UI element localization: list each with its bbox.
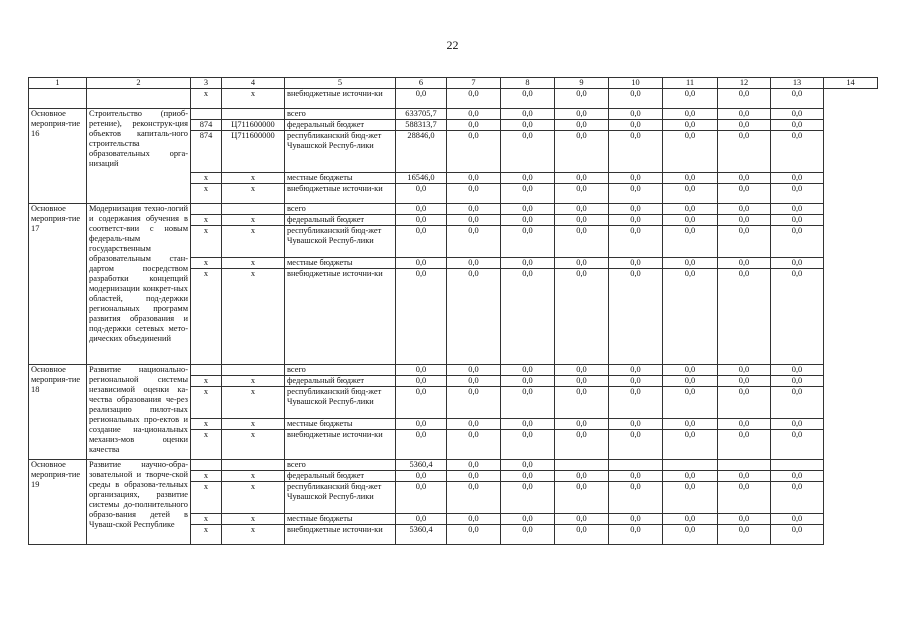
cell-value: 0,0	[718, 419, 771, 430]
cell-value: 0,0	[718, 365, 771, 376]
cell-classifier	[222, 460, 285, 471]
cell-value: 0,0	[447, 258, 501, 269]
cell-value	[718, 460, 771, 471]
cell-value: 0,0	[396, 419, 447, 430]
column-header-6: 6	[396, 78, 447, 89]
cell-value: 0,0	[771, 269, 824, 365]
cell-value: 0,0	[396, 258, 447, 269]
cell-value: 0,0	[501, 109, 555, 120]
cell-value: 0,0	[396, 482, 447, 514]
cell-code: x	[191, 269, 222, 365]
table-row	[29, 204, 878, 215]
cell-value: 633705,7	[396, 109, 447, 120]
cell-value: 0,0	[771, 184, 824, 204]
cell-code: 874	[191, 131, 222, 173]
cell-value: 0,0	[663, 184, 718, 204]
cell-value: 0,0	[555, 215, 609, 226]
cell-value: 0,0	[396, 269, 447, 365]
cell-value: 0,0	[396, 89, 447, 109]
cell-value: 0,0	[555, 269, 609, 365]
cell-value: 0,0	[501, 419, 555, 430]
cell-value: 0,0	[555, 365, 609, 376]
cell-value: 0,0	[718, 376, 771, 387]
column-header-13: 13	[771, 78, 824, 89]
event-title: Основное мероприя-тие 19	[29, 460, 87, 545]
cell-value: 0,0	[663, 419, 718, 430]
cell-value: 0,0	[501, 514, 555, 525]
cell-code: x	[191, 430, 222, 460]
column-number-header	[29, 78, 878, 89]
cell-value: 0,0	[609, 258, 663, 269]
cell-value: 0,0	[718, 120, 771, 131]
cell-value: 0,0	[396, 215, 447, 226]
cell-value: 0,0	[718, 471, 771, 482]
cell-value: 0,0	[396, 471, 447, 482]
column-header-14: 14	[824, 78, 878, 89]
table-row	[29, 89, 878, 109]
cell-value: 0,0	[771, 258, 824, 269]
cell-value: 0,0	[609, 514, 663, 525]
cell-value: 0,0	[771, 482, 824, 514]
cell-value: 0,0	[663, 482, 718, 514]
cell-value: 0,0	[718, 269, 771, 365]
cell-value: 0,0	[555, 525, 609, 545]
cell-value: 0,0	[663, 109, 718, 120]
cell-code: x	[191, 184, 222, 204]
column-header-5: 5	[285, 78, 396, 89]
cell-value: 0,0	[447, 460, 501, 471]
cell-value	[555, 460, 609, 471]
cell-code: x	[191, 387, 222, 419]
cell-code: x	[191, 226, 222, 258]
cell-classifier: x	[222, 387, 285, 419]
cell-value: 0,0	[447, 514, 501, 525]
cell-value: 0,0	[718, 430, 771, 460]
column-header-3: 3	[191, 78, 222, 89]
cell-classifier: x	[222, 376, 285, 387]
cell-value: 0,0	[501, 430, 555, 460]
cell-classifier: x	[222, 525, 285, 545]
cell-value: 0,0	[501, 269, 555, 365]
cell-value: 0,0	[771, 204, 824, 215]
cell-value: 0,0	[609, 109, 663, 120]
event-description: Развитие научно-обра-зовательной и творче-ской среды в образова-тельных организациях, развитие системы до-полнительного образо-вания детей в Чуваш-ской Республике	[87, 460, 191, 545]
cell-value: 0,0	[501, 525, 555, 545]
cell-code	[191, 204, 222, 215]
cell-code: x	[191, 258, 222, 269]
cell-value: 0,0	[396, 226, 447, 258]
cell-value: 0,0	[609, 204, 663, 215]
cell-value: 0,0	[609, 387, 663, 419]
cell-classifier: x	[222, 215, 285, 226]
cell-value: 0,0	[447, 204, 501, 215]
cell-value: 5360,4	[396, 460, 447, 471]
table-body	[29, 89, 878, 545]
event-description: Развитие национально-региональной системы независимой оценки ка-чества образования че-рез реализацию пилот-ных региональных про-ектов и создание на-циональных механиз-мов оценки качества	[87, 365, 191, 460]
cell-classifier: x	[222, 419, 285, 430]
cell-value: 0,0	[447, 419, 501, 430]
column-header-8: 8	[501, 78, 555, 89]
cell-value: 0,0	[718, 89, 771, 109]
cell-source: местные бюджеты	[285, 514, 396, 525]
cell-classifier: x	[222, 471, 285, 482]
cell-value: 0,0	[396, 430, 447, 460]
cell-value: 0,0	[501, 184, 555, 204]
cell-value: 0,0	[447, 269, 501, 365]
cell-value: 0,0	[501, 365, 555, 376]
cell-value: 0,0	[718, 215, 771, 226]
cell-value: 0,0	[396, 184, 447, 204]
cell-code: x	[191, 525, 222, 545]
cell-source: федеральный бюджет	[285, 376, 396, 387]
cell-value: 0,0	[501, 173, 555, 184]
cell-value: 0,0	[396, 387, 447, 419]
cell-value: 0,0	[447, 184, 501, 204]
cell-source: республиканский бюд-жет Чувашской Респуб-лики	[285, 387, 396, 419]
cell-source: федеральный бюджет	[285, 215, 396, 226]
cell-value: 0,0	[609, 131, 663, 173]
cell-value: 0,0	[718, 184, 771, 204]
cell-value: 0,0	[718, 109, 771, 120]
cell-value: 0,0	[501, 226, 555, 258]
cell-classifier: x	[222, 184, 285, 204]
cell-classifier: Ц711600000	[222, 131, 285, 173]
cell-value: 0,0	[771, 131, 824, 173]
cell-classifier: x	[222, 89, 285, 109]
cell-value: 0,0	[663, 131, 718, 173]
cell-value: 0,0	[718, 514, 771, 525]
cell-value: 0,0	[663, 120, 718, 131]
cell-value: 0,0	[718, 204, 771, 215]
cell-value: 0,0	[555, 482, 609, 514]
cell-source: всего	[285, 109, 396, 120]
cell-code: x	[191, 514, 222, 525]
cell-value: 0,0	[447, 387, 501, 419]
cell-value: 0,0	[501, 89, 555, 109]
cell-value: 0,0	[555, 89, 609, 109]
cell-value: 0,0	[663, 430, 718, 460]
column-header-1: 1	[29, 78, 87, 89]
cell-value: 0,0	[396, 514, 447, 525]
cell-code	[191, 365, 222, 376]
cell-value: 0,0	[396, 204, 447, 215]
cell-value: 0,0	[555, 430, 609, 460]
cell-value: 0,0	[555, 184, 609, 204]
column-header-9: 9	[555, 78, 609, 89]
cell-value: 0,0	[718, 173, 771, 184]
cell-code	[191, 109, 222, 120]
cell-value: 0,0	[663, 514, 718, 525]
table-row	[29, 460, 878, 471]
cell-value: 0,0	[771, 226, 824, 258]
cell-value: 0,0	[663, 387, 718, 419]
cell-value: 0,0	[771, 471, 824, 482]
cell-value: 0,0	[609, 430, 663, 460]
cell-classifier: x	[222, 173, 285, 184]
cell-value: 0,0	[447, 525, 501, 545]
cell-value: 0,0	[501, 204, 555, 215]
cell-value: 0,0	[771, 109, 824, 120]
cell-classifier: x	[222, 226, 285, 258]
cell-classifier: x	[222, 482, 285, 514]
cell-source: местные бюджеты	[285, 258, 396, 269]
cell-classifier	[222, 365, 285, 376]
cell-classifier: Ц711600000	[222, 120, 285, 131]
cell-value: 0,0	[663, 376, 718, 387]
cell-value: 0,0	[771, 514, 824, 525]
cell-value: 0,0	[501, 131, 555, 173]
cell-value: 0,0	[501, 471, 555, 482]
column-header-7: 7	[447, 78, 501, 89]
cell-value: 16546,0	[396, 173, 447, 184]
cell-value: 0,0	[555, 419, 609, 430]
cell-code: x	[191, 89, 222, 109]
cell-source: республиканский бюд-жет Чувашской Респуб-лики	[285, 131, 396, 173]
cell-value: 0,0	[609, 471, 663, 482]
column-header-10: 10	[609, 78, 663, 89]
cell-value: 0,0	[447, 365, 501, 376]
cell-value: 0,0	[609, 120, 663, 131]
cell-value: 0,0	[555, 173, 609, 184]
cell-value: 0,0	[555, 131, 609, 173]
cell-value	[663, 460, 718, 471]
cell-value: 0,0	[609, 376, 663, 387]
page-number: 22	[446, 38, 459, 52]
cell-value: 0,0	[771, 120, 824, 131]
cell-value: 0,0	[447, 430, 501, 460]
cell-value: 0,0	[555, 376, 609, 387]
cell-value: 0,0	[501, 387, 555, 419]
cell-value: 0,0	[771, 419, 824, 430]
cell-value: 0,0	[718, 525, 771, 545]
cell-value: 0,0	[718, 131, 771, 173]
cell-value: 0,0	[718, 258, 771, 269]
cell-classifier: x	[222, 269, 285, 365]
cell-classifier: x	[222, 258, 285, 269]
cell-classifier: x	[222, 430, 285, 460]
cell-code: x	[191, 471, 222, 482]
cell-source: федеральный бюджет	[285, 471, 396, 482]
cell-value: 0,0	[447, 482, 501, 514]
cell-value: 0,0	[609, 269, 663, 365]
cell-empty	[29, 89, 87, 109]
event-title: Основное мероприя-тие 17	[29, 204, 87, 365]
event-title: Основное мероприя-тие 16	[29, 109, 87, 204]
cell-value: 0,0	[447, 120, 501, 131]
cell-value: 0,0	[663, 204, 718, 215]
cell-value: 0,0	[771, 525, 824, 545]
cell-value: 0,0	[771, 89, 824, 109]
cell-value: 0,0	[663, 525, 718, 545]
column-header-4: 4	[222, 78, 285, 89]
cell-value: 0,0	[609, 173, 663, 184]
cell-value: 0,0	[447, 109, 501, 120]
cell-value: 0,0	[663, 89, 718, 109]
table-row	[29, 365, 878, 376]
cell-source: всего	[285, 365, 396, 376]
cell-code: x	[191, 419, 222, 430]
cell-value: 0,0	[555, 226, 609, 258]
cell-value: 0,0	[609, 419, 663, 430]
cell-value: 0,0	[609, 365, 663, 376]
cell-code: x	[191, 482, 222, 514]
cell-value: 0,0	[718, 387, 771, 419]
cell-source: внебюджетные источни-ки	[285, 89, 396, 109]
cell-value: 0,0	[663, 215, 718, 226]
cell-value: 0,0	[663, 269, 718, 365]
cell-empty	[87, 89, 191, 109]
cell-classifier	[222, 109, 285, 120]
cell-value: 0,0	[771, 430, 824, 460]
cell-value: 0,0	[447, 376, 501, 387]
cell-value: 0,0	[718, 482, 771, 514]
cell-value: 0,0	[609, 482, 663, 514]
cell-code: x	[191, 376, 222, 387]
cell-value: 0,0	[501, 120, 555, 131]
cell-classifier: x	[222, 514, 285, 525]
cell-value: 0,0	[609, 525, 663, 545]
cell-value	[609, 460, 663, 471]
column-header-11: 11	[663, 78, 718, 89]
cell-value: 0,0	[447, 226, 501, 258]
cell-value: 0,0	[501, 376, 555, 387]
cell-source: федеральный бюджет	[285, 120, 396, 131]
cell-source: всего	[285, 460, 396, 471]
cell-value: 0,0	[555, 514, 609, 525]
cell-value: 0,0	[718, 226, 771, 258]
cell-code: x	[191, 215, 222, 226]
cell-value: 0,0	[555, 120, 609, 131]
cell-value: 0,0	[447, 131, 501, 173]
cell-source: внебюджетные источни-ки	[285, 430, 396, 460]
cell-source: внебюджетные источни-ки	[285, 269, 396, 365]
column-header-12: 12	[718, 78, 771, 89]
cell-value: 0,0	[555, 387, 609, 419]
event-description: Строительство (приоб-ретение), реконструк-ция объектов капиталь-ного строительства образовательных орга-низаций	[87, 109, 191, 204]
cell-value: 0,0	[771, 365, 824, 376]
cell-value: 28846,0	[396, 131, 447, 173]
cell-value: 0,0	[663, 173, 718, 184]
cell-value: 0,0	[501, 258, 555, 269]
cell-source: республиканский бюд-жет Чувашской Респуб-лики	[285, 226, 396, 258]
cell-value: 5360,4	[396, 525, 447, 545]
cell-value: 0,0	[555, 109, 609, 120]
cell-value: 0,0	[609, 226, 663, 258]
column-header-2: 2	[87, 78, 191, 89]
cell-value: 0,0	[609, 215, 663, 226]
cell-code: 874	[191, 120, 222, 131]
cell-value: 0,0	[501, 215, 555, 226]
cell-value: 0,0	[609, 89, 663, 109]
cell-value: 0,0	[501, 482, 555, 514]
cell-classifier	[222, 204, 285, 215]
cell-value: 0,0	[555, 204, 609, 215]
cell-value: 0,0	[447, 173, 501, 184]
cell-source: местные бюджеты	[285, 419, 396, 430]
cell-value: 0,0	[555, 258, 609, 269]
cell-source: местные бюджеты	[285, 173, 396, 184]
cell-value: 0,0	[771, 387, 824, 419]
cell-value: 0,0	[663, 226, 718, 258]
cell-value: 0,0	[663, 471, 718, 482]
cell-source: внебюджетные источни-ки	[285, 525, 396, 545]
cell-value	[771, 460, 824, 471]
event-description: Модернизация техно-логий и содержания обучения в соответст-вии с новым федераль-ным государственным образовательным стан-дартом посредством разработки концепций модернизации конкрет-ных областей, под-держки региональных программ развития образования и под-держки сетевых мето-дических объединений	[87, 204, 191, 365]
cell-code: x	[191, 173, 222, 184]
cell-value: 0,0	[555, 471, 609, 482]
cell-value: 0,0	[609, 184, 663, 204]
cell-value: 0,0	[396, 365, 447, 376]
cell-value: 0,0	[771, 215, 824, 226]
cell-source: республиканский бюд-жет Чувашской Респуб-лики	[285, 482, 396, 514]
table-row	[29, 109, 878, 120]
cell-value: 0,0	[396, 376, 447, 387]
cell-value: 0,0	[663, 258, 718, 269]
cell-value: 0,0	[663, 365, 718, 376]
cell-value: 588313,7	[396, 120, 447, 131]
cell-value: 0,0	[447, 471, 501, 482]
cell-source: внебюджетные источни-ки	[285, 184, 396, 204]
event-title: Основное мероприя-тие 18	[29, 365, 87, 460]
budget-table	[28, 77, 878, 545]
cell-value: 0,0	[501, 460, 555, 471]
cell-source: всего	[285, 204, 396, 215]
cell-code	[191, 460, 222, 471]
cell-value: 0,0	[447, 89, 501, 109]
cell-value: 0,0	[771, 173, 824, 184]
cell-value: 0,0	[447, 215, 501, 226]
cell-value: 0,0	[771, 376, 824, 387]
